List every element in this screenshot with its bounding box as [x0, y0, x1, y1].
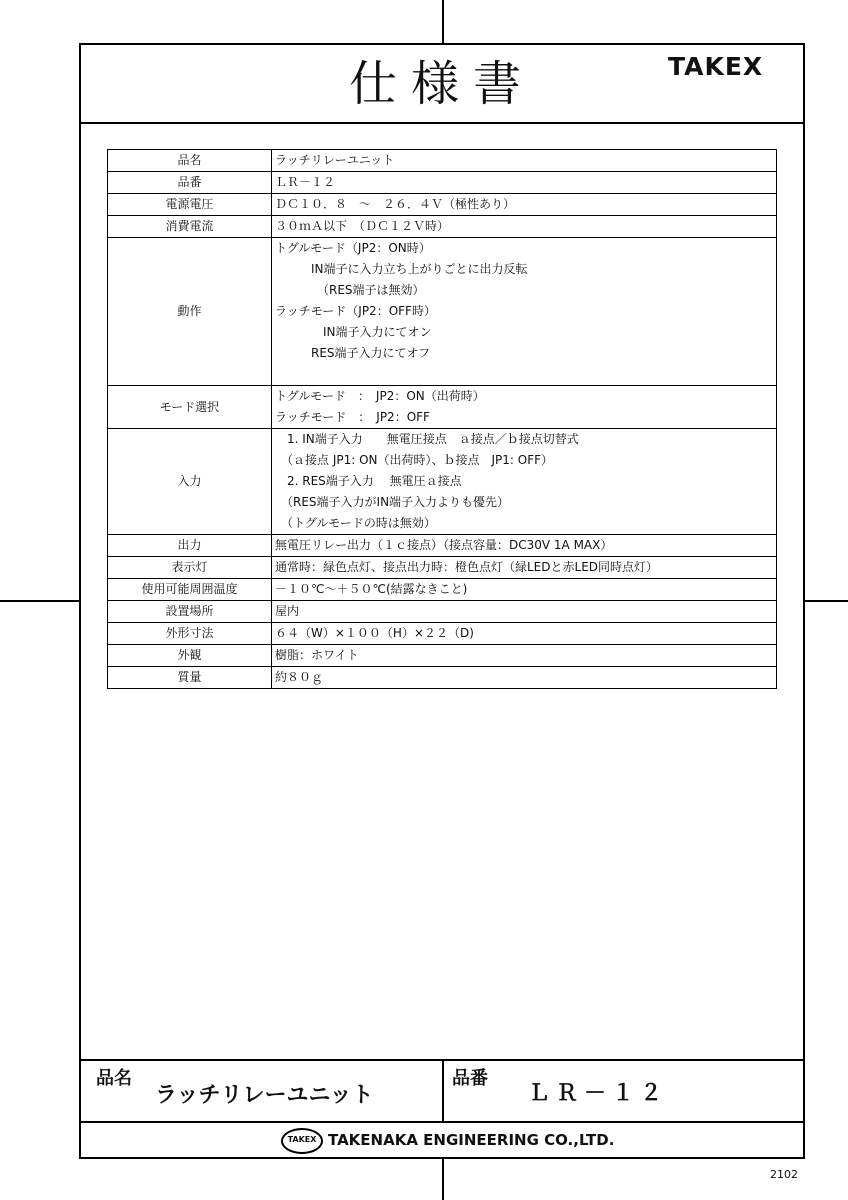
spec-value-line: －１０℃～＋５０℃(結露なきこと): [275, 582, 468, 596]
spec-row: [108, 238, 777, 386]
spec-value: [272, 194, 777, 216]
spec-value-line: 屋内: [275, 604, 300, 618]
spec-value: [272, 579, 777, 601]
spec-value: [272, 623, 777, 645]
crop-mark-top: [442, 0, 444, 43]
spec-value-line: 無電圧リレー出力（１ｃ接点）（接点容量：DC30V 1A MAX）: [275, 538, 613, 552]
spec-label: 消費電流: [108, 216, 272, 238]
spec-value-line: 樹脂：ホワイト: [275, 648, 359, 662]
spec-value-line: ラッチモード ： JP2：OFF: [275, 410, 430, 424]
spec-row: [108, 429, 777, 535]
footer-product-name-label: 品名: [96, 1068, 132, 1089]
spec-row: [108, 216, 777, 238]
spec-label: 品番: [108, 172, 272, 194]
crop-mark-bottom: [442, 1159, 444, 1200]
spec-value-line: （トグルモードの時は無効）: [275, 516, 436, 530]
document-number: 2102: [770, 1168, 798, 1181]
spec-label: 品名: [108, 150, 272, 172]
spec-value-line: 約８０ｇ: [275, 670, 324, 684]
spec-value-line: トグルモード ： JP2：ON（出荷時）: [275, 389, 485, 403]
spec-row: [108, 601, 777, 623]
spec-value-line: 2. RES端子入力 無電圧ａ接点: [275, 474, 462, 488]
header-divider: [79, 122, 805, 124]
company-name: TAKENAKA ENGINEERING CO.,LTD.: [328, 1131, 615, 1149]
spec-value-line: （RES端子入力がIN端子入力よりも優先）: [275, 495, 510, 509]
spec-value-line: ３０ｍＡ以下 （ＤＣ１２Ｖ時）: [275, 219, 450, 233]
spec-value: [272, 557, 777, 579]
spec-label: 外形寸法: [108, 623, 272, 645]
spec-value-line: 通常時：緑色点灯、接点出力時：橙色点灯（緑LEDと赤LED同時点灯）: [275, 560, 659, 574]
spec-row: [108, 645, 777, 667]
spec-value-line: IN端子に入力立ち上がりごとに出力反転: [275, 262, 528, 276]
footer-product-number-label: 品番: [452, 1068, 488, 1089]
spec-value: [272, 667, 777, 689]
spec-value-line: （ａ接点 JP1: ON（出荷時）、ｂ接点 JP1: OFF）: [275, 453, 554, 467]
footer-column-divider: [442, 1059, 444, 1123]
spec-value-line: RES端子入力にてオフ: [275, 346, 431, 360]
spec-row: [108, 172, 777, 194]
spec-value-line: （RES端子は無効）: [275, 283, 425, 297]
spec-value: [272, 238, 777, 386]
footer-product-name-value: ラッチリレーユニット: [155, 1083, 374, 1108]
spec-row: [108, 194, 777, 216]
crop-mark-right: [805, 600, 848, 602]
spec-row: [108, 623, 777, 645]
spec-value-line: ラッチモード（JP2：OFF時）: [275, 304, 436, 318]
spec-value-line: 1. IN端子入力 無電圧接点 ａ接点／ｂ接点切替式: [275, 432, 579, 446]
page-title: 仕様書: [348, 56, 535, 112]
spec-value: [272, 150, 777, 172]
spec-value: [272, 535, 777, 557]
spec-value-line: トグルモード（JP2：ON時）: [275, 241, 431, 255]
spec-value-line: ６４（W）×１００（H）×２２（D): [275, 626, 474, 640]
spec-value: [272, 386, 777, 429]
brand-logo: TAKEX: [668, 52, 764, 81]
company-logo-text: TAKEX: [287, 1135, 317, 1144]
spec-label: 設置場所: [108, 601, 272, 623]
spec-value-line: IN端子入力にてオン: [275, 325, 432, 339]
spec-label: 入力: [108, 429, 272, 535]
spec-value-line: [275, 364, 773, 385]
spec-row: [108, 386, 777, 429]
spec-row: [108, 667, 777, 689]
crop-mark-left: [0, 600, 79, 602]
spec-label: 表示灯: [108, 557, 272, 579]
spec-row: [108, 579, 777, 601]
spec-label: 出力: [108, 535, 272, 557]
spec-label: モード選択: [108, 386, 272, 429]
spec-table: [107, 149, 777, 689]
spec-value: [272, 645, 777, 667]
spec-row: [108, 150, 777, 172]
spec-label: 外観: [108, 645, 272, 667]
spec-value-line: ＤＣ１０．８ ～ ２６．４Ｖ（極性あり）: [275, 197, 516, 211]
spec-label: 動作: [108, 238, 272, 386]
spec-value: [272, 216, 777, 238]
spec-value: [272, 601, 777, 623]
footer-product-number-value: ＬＲ－１２: [528, 1081, 669, 1106]
spec-value: [272, 429, 777, 535]
spec-label: 質量: [108, 667, 272, 689]
spec-row: [108, 535, 777, 557]
spec-label: 電源電圧: [108, 194, 272, 216]
spec-value: [272, 172, 777, 194]
spec-label: 使用可能周囲温度: [108, 579, 272, 601]
company-logo: [281, 1128, 323, 1154]
spec-value-line: ラッチリレーユニット: [275, 153, 395, 167]
spec-value-line: ＬＲ－１２: [275, 175, 336, 189]
spec-row: [108, 557, 777, 579]
